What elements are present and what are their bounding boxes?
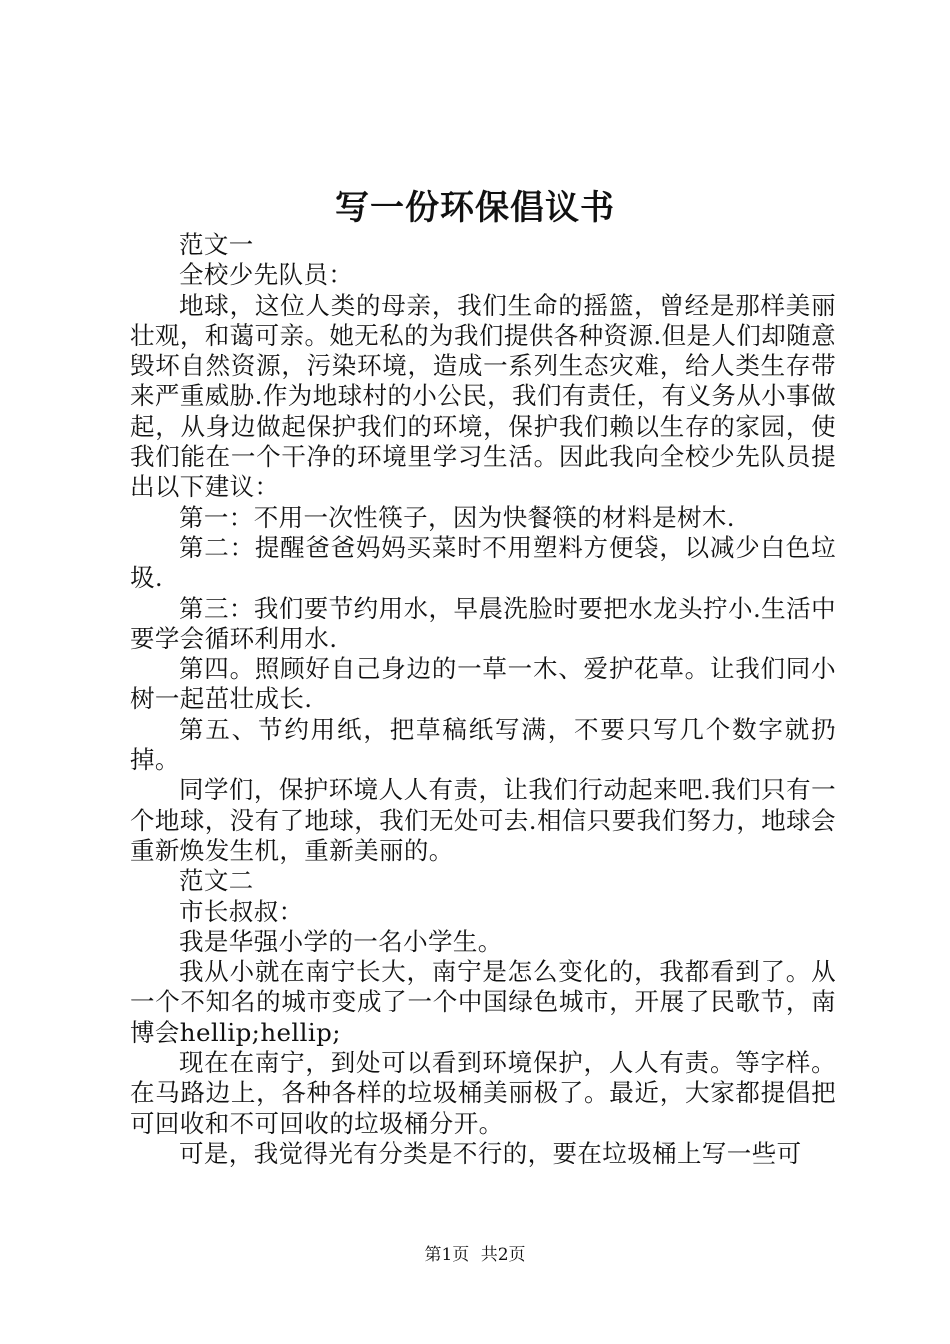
page-number: 第1页 [424, 1245, 470, 1265]
paragraph-salutation-1: 全校少先队员： [179, 260, 354, 290]
page-total: 共2页 [480, 1245, 526, 1265]
page-footer [0, 1243, 950, 1267]
paragraph: 第五、节约用纸，把草稿纸写满，不要只写几个数字就扔掉。 [130, 714, 836, 775]
paragraph: 地球，这位人类的母亲，我们生命的摇篮，曾经是那样美丽壮观，和蔼可亲。她无私的为我们提供各种资源.但是人们却随意毁坏自然资源，污染环境，造成一系列生态灾难，给人类生存带来严重威胁.作为地球村的小公民，我们有责任，有义务从小事做起，从身边做起保护我们的环境，保护我们赖以生存的家园，使我们能在一个干净的环境里学习生活。因此我向全校少先队员提出以下建议： [130, 290, 836, 502]
paragraph-heading-2: 范文二 [179, 866, 254, 896]
paragraph-salutation-2: 市长叔叔： [179, 896, 304, 926]
document-title: 写一份环保倡议书 [335, 188, 615, 228]
paragraph: 第二：提醒爸爸妈妈买菜时不用塑料方便袋，以减少白色垃圾. [130, 532, 836, 593]
paragraph-heading-1: 范文一 [179, 230, 254, 259]
paragraph: 第三：我们要节约用水，早晨洗脸时要把水龙头拧小.生活中要学会循环利用水. [130, 593, 836, 653]
paragraph: 同学们，保护环境人人有责，让我们行动起来吧.我们只有一个地球，没有了地球，我们无处可去.相信只要我们努力，地球会重新焕发生机，重新美丽的。 [130, 775, 836, 865]
document-body [130, 230, 836, 1169]
paragraph: 我是华强小学的一名小学生。 [179, 926, 503, 956]
paragraph: 我从小就在南宁长大，南宁是怎么变化的，我都看到了。从一个不知名的城市变成了一个中国绿色城市，开展了民歌节，南博会hellip;hellip; [130, 957, 836, 1047]
paragraph: 第四。照顾好自己身边的一草一木、爱护花草。让我们同小树一起茁壮成长. [130, 654, 836, 714]
paragraph: 现在在南宁，到处可以看到环境保护，人人有责。等字样。在马路边上，各种各样的垃圾桶美丽极了。最近，大家都提倡把可回收和不可回收的垃圾桶分开。 [130, 1048, 836, 1138]
paragraph: 可是，我觉得光有分类是不行的，要在垃圾桶上写一些可 [179, 1138, 802, 1168]
paragraph: 第一：不用一次性筷子，因为快餐筷的材料是树木. [179, 502, 735, 532]
